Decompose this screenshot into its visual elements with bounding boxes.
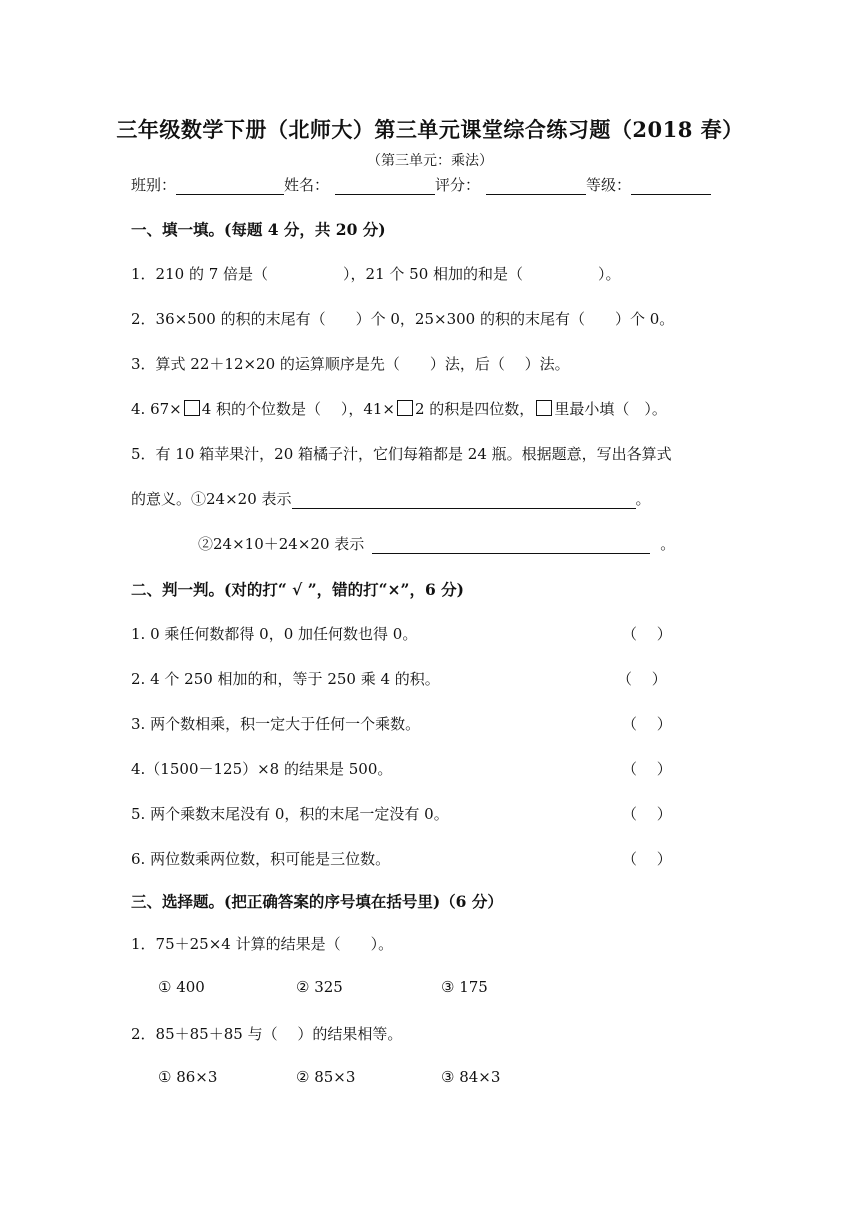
- s1-question-4: [131, 398, 667, 419]
- q1-option-1[interactable]: ① 400: [158, 978, 205, 996]
- score-field[interactable]: [486, 178, 586, 195]
- q5-line3-period: 。: [660, 535, 676, 553]
- q4-part-b: 4 积的个位数是（ ），41×: [201, 400, 395, 418]
- judge-item-6: 6. 两位数乘两位数，积可能是三位数。: [131, 850, 391, 868]
- q5-meaning-2-field[interactable]: [372, 537, 650, 554]
- s1-question-1: 1．210 的 7 倍是（ ），21 个 50 相加的和是（ ）。: [131, 265, 621, 283]
- digit-box-3[interactable]: [536, 400, 552, 416]
- page-title: 三年级数学下册（北师大）第三单元课堂综合练习题（2018 春）: [116, 117, 744, 142]
- info-fields-row: [131, 174, 711, 195]
- s1-question-2: 2．36×500 的积的末尾有（ ）个 0，25×300 的积的末尾有（ ）个 0。: [131, 310, 675, 328]
- choice-question-2: 2．85＋85＋85 与（ ）的结果相等。: [131, 1025, 403, 1043]
- s1-question-5-line1: 5．有 10 箱苹果汁，20 箱橘子汁，它们每箱都是 24 瓶。根据题意，写出各算式: [131, 445, 672, 463]
- q5-meaning-1-field[interactable]: [292, 492, 636, 509]
- q4-part-c: 2 的积是四位数，: [415, 400, 535, 418]
- q1-option-2[interactable]: ② 325: [296, 978, 343, 996]
- judge-item-3: 3. 两个数相乘，积一定大于任何一个乘数。: [131, 715, 421, 733]
- judge-answer-4[interactable]: （ ）: [622, 760, 672, 778]
- q5-line2-period: 。: [635, 490, 651, 508]
- q2-option-2[interactable]: ② 85×3: [296, 1068, 356, 1086]
- grade-label: 等级：: [586, 176, 632, 194]
- name-label: 姓名：: [284, 176, 330, 194]
- q5-meaning-2-label: ②24×10＋24×20 表示: [198, 535, 365, 553]
- judge-item-2: 2. 4 个 250 相加的和，等于 250 乘 4 的积。: [131, 670, 440, 688]
- judge-item-1: 1. 0 乘任何数都得 0，0 加任何数也得 0。: [131, 625, 418, 643]
- q4-part-d: 里最小填（ ）。: [554, 400, 667, 418]
- page-subtitle: （第三单元：乘法）: [367, 153, 493, 169]
- judge-answer-2[interactable]: （ ）: [617, 670, 667, 688]
- digit-box-1[interactable]: [184, 400, 200, 416]
- q4-part-a: 4. 67×: [131, 400, 182, 418]
- section3-heading: 三、选择题。(把正确答案的序号填在括号里)（6 分）: [131, 892, 503, 911]
- judge-answer-1[interactable]: （ ）: [622, 625, 672, 643]
- name-field[interactable]: [335, 178, 435, 195]
- judge-answer-3[interactable]: （ ）: [622, 715, 672, 733]
- judge-answer-6[interactable]: （ ）: [622, 850, 672, 868]
- s1-question-5-line3: [198, 533, 675, 554]
- section2-heading: 二、判一判。(对的打“ √ ”，错的打“×”，6 分): [131, 580, 464, 599]
- class-label: 班别：: [131, 176, 177, 194]
- grade-field[interactable]: [631, 178, 711, 195]
- class-field[interactable]: [176, 178, 284, 195]
- digit-box-2[interactable]: [397, 400, 413, 416]
- score-label: 评分：: [435, 176, 481, 194]
- q5-meaning-1-label: 的意义。①24×20 表示: [131, 490, 292, 508]
- s1-question-3: 3．算式 22＋12×20 的运算顺序是先（ ）法，后（ ）法。: [131, 355, 570, 373]
- q2-option-1[interactable]: ① 86×3: [158, 1068, 218, 1086]
- section1-heading: 一、填一填。(每题 4 分，共 20 分): [131, 220, 386, 239]
- q1-option-3[interactable]: ③ 175: [441, 978, 488, 996]
- judge-item-5: 5. 两个乘数末尾没有 0，积的末尾一定没有 0。: [131, 805, 449, 823]
- q2-option-3[interactable]: ③ 84×3: [441, 1068, 501, 1086]
- judge-answer-5[interactable]: （ ）: [622, 805, 672, 823]
- choice-question-1: 1．75＋25×4 计算的结果是（ ）。: [131, 935, 394, 953]
- judge-item-4: 4.（1500－125）×8 的结果是 500。: [131, 760, 393, 778]
- s1-question-5-line2: [131, 488, 651, 509]
